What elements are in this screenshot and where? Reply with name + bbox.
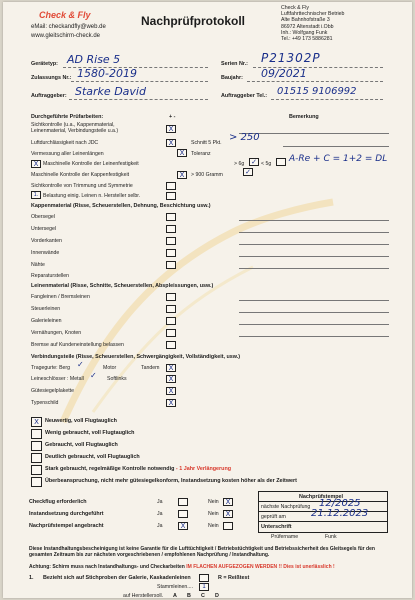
auftraggeber-value[interactable]: Starke David: [75, 85, 146, 98]
zulassung-label: Zulassungs Nr.:: [31, 75, 72, 81]
footer-line1: Bezieht sich auf Stichproben der Galerie, Kaskadenleinen: [43, 575, 191, 581]
check-box[interactable]: X: [31, 160, 41, 168]
nein-checkbox[interactable]: [223, 522, 233, 530]
status-label: Überbeanspruchung, nicht mehr gütesiegelkonform, Instandsetzung kosten höher als der Zeitwert: [45, 478, 297, 484]
kappe-title: Kappenmaterial (Risse, Scheuerstellen, Dehnung, Beschichtung usw.): [31, 203, 211, 209]
hersteller-label: auf Herstellersoll.: [123, 593, 164, 598]
pruefername-value: Funk: [325, 534, 337, 540]
verbindung-checkbox[interactable]: X: [166, 399, 176, 407]
geprueft-value[interactable]: 21.12.2023: [311, 508, 369, 519]
check-box[interactable]: X: [166, 125, 176, 133]
leinen-item: Galerieleinen: [31, 318, 62, 324]
status-label: [45, 466, 231, 472]
geprueft-label: geprüft am: [261, 514, 286, 520]
ja-checkbox[interactable]: X: [178, 522, 188, 530]
check-extra-value[interactable]: > 250: [229, 132, 260, 143]
baujahr-value[interactable]: 09/2021: [261, 67, 307, 80]
check-label: Maschinelle Kontrolle der Kappenfestigkeit: [31, 172, 130, 178]
nein-label: Nein: [208, 511, 219, 517]
reisstest-checkbox[interactable]: [199, 574, 209, 582]
naechste-value[interactable]: 12/2025: [319, 498, 361, 509]
leinen-checkbox[interactable]: [166, 293, 176, 301]
warning-prefix: Achtung: Schirm muss nach Instandhaltungs- und Checkarbeiten: [29, 564, 185, 570]
check-label: Sichtkontrolle (u.a., Kappenmaterial,: [31, 122, 115, 128]
leinen-checkbox[interactable]: [166, 305, 176, 313]
check-box-5g[interactable]: [276, 158, 286, 166]
nein-label: Nein: [208, 499, 219, 505]
tragegurte-check: ✓: [77, 360, 84, 369]
verbindung-checkbox[interactable]: X: [166, 387, 176, 395]
plus-minus-header: + -: [169, 114, 176, 120]
status-checkbox[interactable]: [31, 441, 42, 451]
kappe-item: Nähte: [31, 262, 45, 268]
email-text[interactable]: eMail: checkandfly@web.de: [31, 24, 106, 30]
status-label-suffix: - 1 Jahr Verlängerung: [174, 466, 232, 472]
kappe-item: Reparaturstellen: [31, 273, 70, 279]
naechste-label: nächste Nachprüfung: [261, 504, 311, 510]
status-label: Neuwertig, voll Flugtauglich: [45, 418, 117, 424]
leinen-title: Leinenmaterial (Risse, Schnitte, Scheuerstellen, Abspleissungen, usw.): [31, 283, 214, 289]
kappe-checkbox[interactable]: [166, 261, 176, 269]
motor-label: Motor: [103, 365, 117, 371]
leinen-item: Vernähungen, Knoten: [31, 330, 82, 336]
auftraggeber-tel-value[interactable]: 01515 9106992: [277, 86, 357, 97]
check-box[interactable]: X: [166, 139, 176, 147]
nachpruefstempel-box: [258, 491, 388, 533]
auftraggeber-label: Auftraggeber:: [31, 93, 67, 99]
check-extra: Schnitt 5 Pkt.: [191, 140, 222, 146]
kappe-checkbox[interactable]: [166, 225, 176, 233]
status-label: Deutlich gebraucht, voll Flugtauglich: [45, 454, 140, 460]
website-text[interactable]: www.gleitschirm-check.de: [31, 33, 101, 39]
stammleinen-box[interactable]: 1: [199, 583, 209, 591]
tandem-label: Tandem: [141, 365, 160, 371]
check-note[interactable]: A-Re + C = 1+2 = DL: [289, 154, 388, 164]
kappe-item: Untersegel: [31, 226, 57, 232]
document-page: [3, 2, 412, 598]
check-box[interactable]: [166, 182, 176, 190]
brand-logo: Check & Fly: [39, 10, 91, 20]
check-label-cont: Leinenmaterial, Verbindungsteile u.a.): [31, 128, 119, 134]
leinenschloesser-label: Leineschlösser : Metall: [31, 376, 84, 382]
check-extra: > 6g: [234, 161, 245, 167]
zulassung-value[interactable]: 1580-2019: [77, 67, 137, 80]
leinen-checkbox[interactable]: [166, 329, 176, 337]
check-label: Luftdurchlässigkeit nach JDC: [31, 140, 99, 146]
r-label: R = Reißtest: [218, 575, 250, 581]
leinen-item: Fangleinen / Bremsleinen: [31, 294, 90, 300]
ja-checkbox[interactable]: [178, 498, 188, 506]
status-checkbox[interactable]: [31, 453, 42, 463]
status-label: Wenig gebraucht, voll Flugtauglich: [45, 430, 135, 436]
status-label: Gebraucht, voll Flugtauglich: [45, 442, 118, 448]
geraetetyp-value[interactable]: AD Rise 5: [67, 53, 121, 66]
check-extra: Toleranz: [191, 151, 211, 157]
disclaimer-text: Diese Instandhaltungsbescheinigung ist keine Garantie für die Lufttüchtigkeit / Betriebstüchtigkeit und Betriebssicherheit des Gleitsegels für den gesamten Zeitraum bis zur nächsten vorgeschriebenen / empfohlenen Nachprüfung / Instandhaltung.: [29, 546, 375, 559]
leinen-checkbox[interactable]: [166, 341, 176, 349]
check-box-6g[interactable]: ✓: [249, 158, 259, 166]
stammleinen-label: Stammleinen....: [157, 584, 194, 590]
kappe-item: Vorderkanten: [31, 238, 62, 244]
unterschrift-label: Unterschrift: [261, 524, 292, 530]
stamp-title: Nachprüfstempel: [299, 494, 344, 500]
remarks-header: Bemerkung: [289, 114, 319, 120]
verbindung-item: Gütesiegelplakette: [31, 388, 74, 394]
check-label: Sichtkontrolle von Trimmung und Symmetrie: [31, 183, 133, 189]
bottom-row-label: Instandsetzung durchgeführt: [29, 511, 104, 517]
verbindung-checkbox[interactable]: X: [166, 364, 176, 372]
status-checkbox[interactable]: X: [31, 417, 42, 427]
company-address: [281, 5, 344, 42]
company-line: Alte Bahnhofstraße 3: [281, 17, 330, 24]
status-checkbox[interactable]: [31, 465, 42, 475]
verbindung-title: Verbindungsteile (Risse, Scheuerstellen, Schwergängigkeit, Vollständigkeit, usw.): [31, 354, 241, 360]
check-label: Vermessung aller Leinenlängen: [31, 151, 104, 157]
kappe-item: Innenwände: [31, 250, 60, 256]
company-line: 86972 Altenstadt i.Obb: [281, 23, 334, 30]
letter-d: D: [215, 593, 219, 598]
company-line: Inh.: Wolfgang Funk: [281, 29, 328, 36]
verbindung-checkbox[interactable]: X: [166, 375, 176, 383]
footer-num: 1.: [29, 575, 34, 581]
auftraggeber-tel-label: Auftraggeber Tel.:: [221, 93, 268, 99]
tragegurte-label: Tragegurte: Berg: [31, 365, 71, 371]
ja-label: Ja: [157, 511, 163, 517]
seriennr-label: Serien Nr.:: [221, 61, 248, 67]
verbindung-item: Typenschild: [31, 400, 59, 406]
check-label: Maschinelle Kontrolle der Leinenfestigkeit: [43, 161, 139, 167]
bottom-row-label: Checkflug erforderlich: [29, 499, 87, 505]
pruefername-label: Prüfername: [271, 534, 299, 540]
status-checkbox[interactable]: [31, 429, 42, 439]
kappe-checkbox[interactable]: [166, 213, 176, 221]
kappe-checkbox[interactable]: [166, 249, 176, 257]
warning-highlight: IM FLACHEN AUFGEZOGEN WERDEN !! Dies ist unerlässlich !: [186, 564, 335, 570]
check-label: Belastung einig. Leinen n. Hersteller selbr.: [43, 193, 141, 199]
check-box[interactable]: [166, 192, 176, 200]
company-line: Check & Fly: [281, 5, 309, 11]
letter-b: B: [187, 593, 191, 598]
ja-label: Ja: [157, 499, 163, 505]
nein-checkbox[interactable]: X: [223, 498, 233, 506]
status-checkbox[interactable]: [31, 477, 42, 487]
baujahr-label: Baujahr:: [221, 75, 243, 81]
metall-check: ✓: [90, 371, 97, 380]
page-title: Nachprüfprotokoll: [141, 14, 245, 28]
leinen-item: Bremse auf Kundeneinstellung belassen: [31, 342, 124, 348]
kappe-item: Obersegel: [31, 214, 55, 220]
ja-checkbox[interactable]: [178, 510, 188, 518]
letter-c: C: [201, 593, 205, 598]
kappe-checkbox[interactable]: [166, 237, 176, 245]
leinen-checkbox[interactable]: [166, 317, 176, 325]
check-box-900g[interactable]: ✓: [243, 168, 253, 176]
warning-text: [29, 564, 335, 570]
leinen-item: Steuerleinen: [31, 306, 61, 312]
company-line: Tel.: +49 173 5886281: [281, 36, 333, 43]
nein-label: Nein: [208, 523, 219, 529]
check-box[interactable]: X: [177, 171, 187, 179]
ja-label: Ja: [157, 523, 163, 529]
softlinks-label: Softlinks: [107, 376, 127, 382]
bottom-row-label: Nachprüfstempel angebracht: [29, 523, 104, 529]
letter-a: A: [173, 593, 177, 598]
status-label-text: Stark gebraucht, regelmäßige Kontrolle notwendig: [45, 466, 175, 472]
check-extra: > 900 Gramm: [191, 172, 223, 178]
check-extra-2: < 5g: [261, 161, 272, 167]
company-line: Luftfahrttechnischer Betrieb: [281, 11, 345, 18]
nein-checkbox[interactable]: X: [223, 510, 233, 518]
check-box[interactable]: X: [177, 149, 187, 157]
seriennr-value[interactable]: P21302P: [261, 51, 321, 65]
check-number: 1.: [31, 191, 41, 199]
geraetetyp-label: Gerätetyp:: [31, 61, 58, 67]
checks-title: Durchgeführte Prüfarbeiten:: [31, 114, 104, 120]
